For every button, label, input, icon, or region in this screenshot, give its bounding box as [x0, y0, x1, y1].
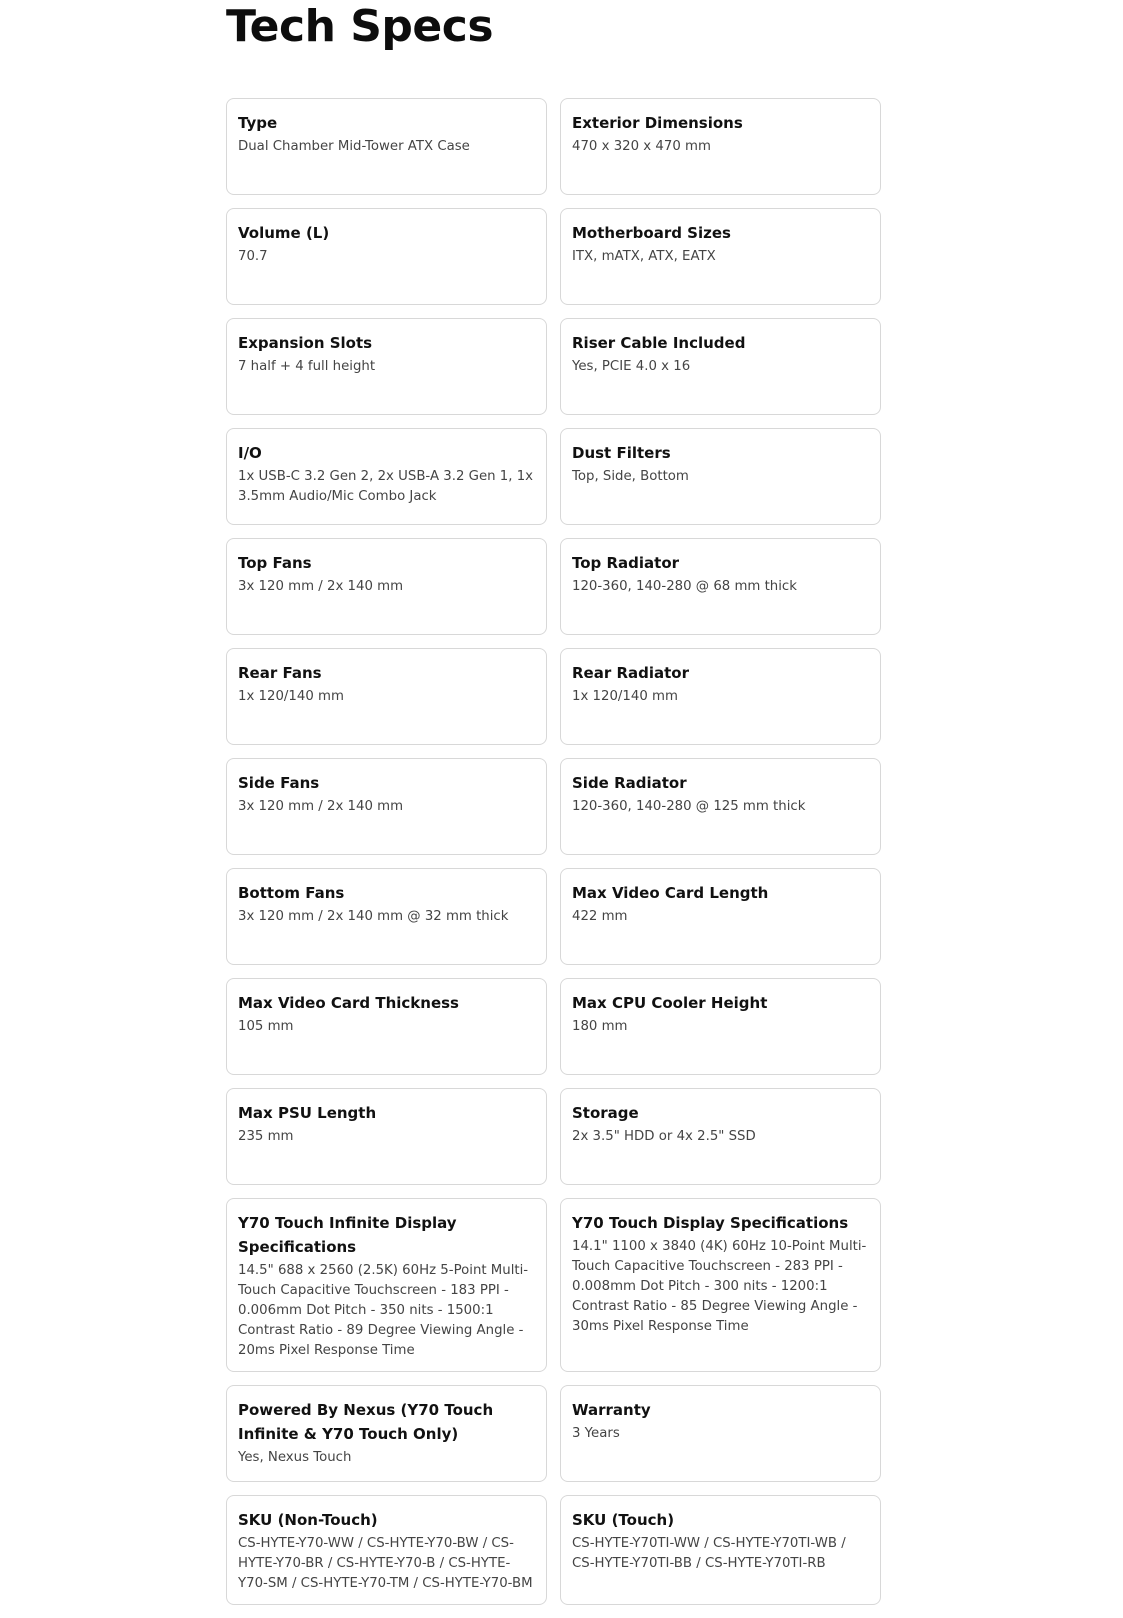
spec-value: 3 Years [572, 1426, 620, 1441]
spec-card-max-cpu-cooler-height [560, 978, 881, 1075]
spec-card-warranty [560, 1385, 881, 1482]
spec-card-top-fans [226, 538, 547, 635]
spec-card-io [226, 428, 547, 525]
spec-value: 120-360, 140-280 @ 68 mm thick [572, 579, 797, 594]
spec-label: I/O [238, 444, 262, 462]
spec-label: Top Fans [238, 554, 312, 572]
spec-card-rear-radiator [560, 648, 881, 745]
spec-value: 14.5" 688 x 2560 (2.5K) 60Hz 5-Point Multi-Touch Capacitive Touchscreen - 183 PPI - 0.006mm Dot Pitch - 350 nits - 1500:1 Contrast Ratio - 89 Degree Viewing Angle - 20ms Pixel Response Time [238, 1263, 529, 1358]
spec-value: CS-HYTE-Y70TI-WW / CS-HYTE-Y70TI-WB / CS-HYTE-Y70TI-BB / CS-HYTE-Y70TI-RB [572, 1536, 846, 1571]
spec-card-storage [560, 1088, 881, 1185]
spec-card-motherboard-sizes [560, 208, 881, 305]
spec-label: Max Video Card Thickness [238, 994, 459, 1012]
spec-value: CS-HYTE-Y70-WW / CS-HYTE-Y70-BW / CS-HYTE-Y70-BR / CS-HYTE-Y70-B / CS-HYTE-Y70-SM / CS-HYTE-Y70-TM / CS-HYTE-Y70-BM [238, 1536, 533, 1591]
tech-specs-section [226, 0, 882, 1591]
spec-card-max-video-card-length [560, 868, 881, 965]
spec-card-exterior-dimensions [560, 98, 881, 195]
spec-card-side-radiator [560, 758, 881, 855]
spec-card-bottom-fans [226, 868, 547, 965]
spec-value: 3x 120 mm / 2x 140 mm [238, 799, 404, 814]
spec-label: Bottom Fans [238, 884, 345, 902]
spec-card-sku-non-touch [226, 1495, 547, 1605]
spec-card-sku-touch [560, 1495, 881, 1605]
spec-value: 1x 120/140 mm [572, 689, 678, 704]
spec-label: Max Video Card Length [572, 884, 769, 902]
spec-value: 120-360, 140-280 @ 125 mm thick [572, 799, 806, 814]
spec-label: Exterior Dimensions [572, 114, 743, 132]
spec-card-riser-cable [560, 318, 881, 415]
spec-label: Motherboard Sizes [572, 224, 731, 242]
spec-label: Top Radiator [572, 554, 680, 572]
spec-label: Powered By Nexus (Y70 Touch Infinite & Y70 Touch Only) [238, 1401, 494, 1443]
spec-label: Expansion Slots [238, 334, 373, 352]
spec-label: Dust Filters [572, 444, 671, 462]
spec-label: Max CPU Cooler Height [572, 994, 768, 1012]
spec-label: Warranty [572, 1401, 651, 1419]
spec-value: 1x 120/140 mm [238, 689, 344, 704]
spec-label: Max PSU Length [238, 1104, 377, 1122]
spec-value: 105 mm [238, 1019, 294, 1034]
spec-value: Yes, Nexus Touch [238, 1450, 352, 1465]
spec-label: Y70 Touch Display Specifications [572, 1214, 849, 1232]
spec-label: Rear Radiator [572, 664, 690, 682]
spec-value: 2x 3.5" HDD or 4x 2.5" SSD [572, 1129, 756, 1144]
spec-card-type [226, 98, 547, 195]
spec-label: Volume (L) [238, 224, 330, 242]
spec-value: 3x 120 mm / 2x 140 mm [238, 579, 404, 594]
spec-value: Dual Chamber Mid-Tower ATX Case [238, 139, 470, 154]
spec-label: Type [238, 114, 278, 132]
spec-value: 70.7 [238, 249, 268, 264]
spec-card-volume [226, 208, 547, 305]
spec-card-side-fans [226, 758, 547, 855]
spec-value: 14.1" 1100 x 3840 (4K) 60Hz 10-Point Multi-Touch Capacitive Touchscreen - 283 PPI - 0.008mm Dot Pitch - 300 nits - 1200:1 Contrast Ratio - 85 Degree Viewing Angle - 30ms Pixel Response Time [572, 1239, 867, 1334]
spec-card-dust-filters [560, 428, 881, 525]
spec-card-y70-touch-display [560, 1198, 881, 1372]
spec-value: Top, Side, Bottom [572, 469, 689, 484]
page-title: Tech Specs [226, 1, 494, 52]
spec-value: 3x 120 mm / 2x 140 mm @ 32 mm thick [238, 909, 509, 924]
spec-label: Storage [572, 1104, 639, 1122]
spec-card-rear-fans [226, 648, 547, 745]
spec-card-powered-by-nexus [226, 1385, 547, 1482]
spec-label: Side Radiator [572, 774, 687, 792]
spec-label: SKU (Touch) [572, 1511, 675, 1529]
spec-card-top-radiator [560, 538, 881, 635]
spec-label: Riser Cable Included [572, 334, 746, 352]
spec-value: 1x USB-C 3.2 Gen 2, 2x USB-A 3.2 Gen 1, 1x 3.5mm Audio/Mic Combo Jack [238, 469, 534, 504]
spec-value: 470 x 320 x 470 mm [572, 139, 711, 154]
spec-label: Side Fans [238, 774, 320, 792]
spec-value: 180 mm [572, 1019, 628, 1034]
spec-label: Y70 Touch Infinite Display Specifications [238, 1214, 457, 1256]
spec-card-expansion-slots [226, 318, 547, 415]
spec-value: Yes, PCIE 4.0 x 16 [572, 359, 691, 374]
spec-card-y70-touch-infinite-display [226, 1198, 547, 1372]
spec-value: ITX, mATX, ATX, EATX [572, 249, 716, 264]
spec-card-max-video-card-thickness [226, 978, 547, 1075]
spec-card-max-psu-length [226, 1088, 547, 1185]
spec-value: 7 half + 4 full height [238, 359, 376, 374]
spec-value: 422 mm [572, 909, 628, 924]
spec-label: Rear Fans [238, 664, 322, 682]
spec-label: SKU (Non-Touch) [238, 1511, 378, 1529]
specs-grid [226, 98, 882, 1618]
spec-value: 235 mm [238, 1129, 294, 1144]
